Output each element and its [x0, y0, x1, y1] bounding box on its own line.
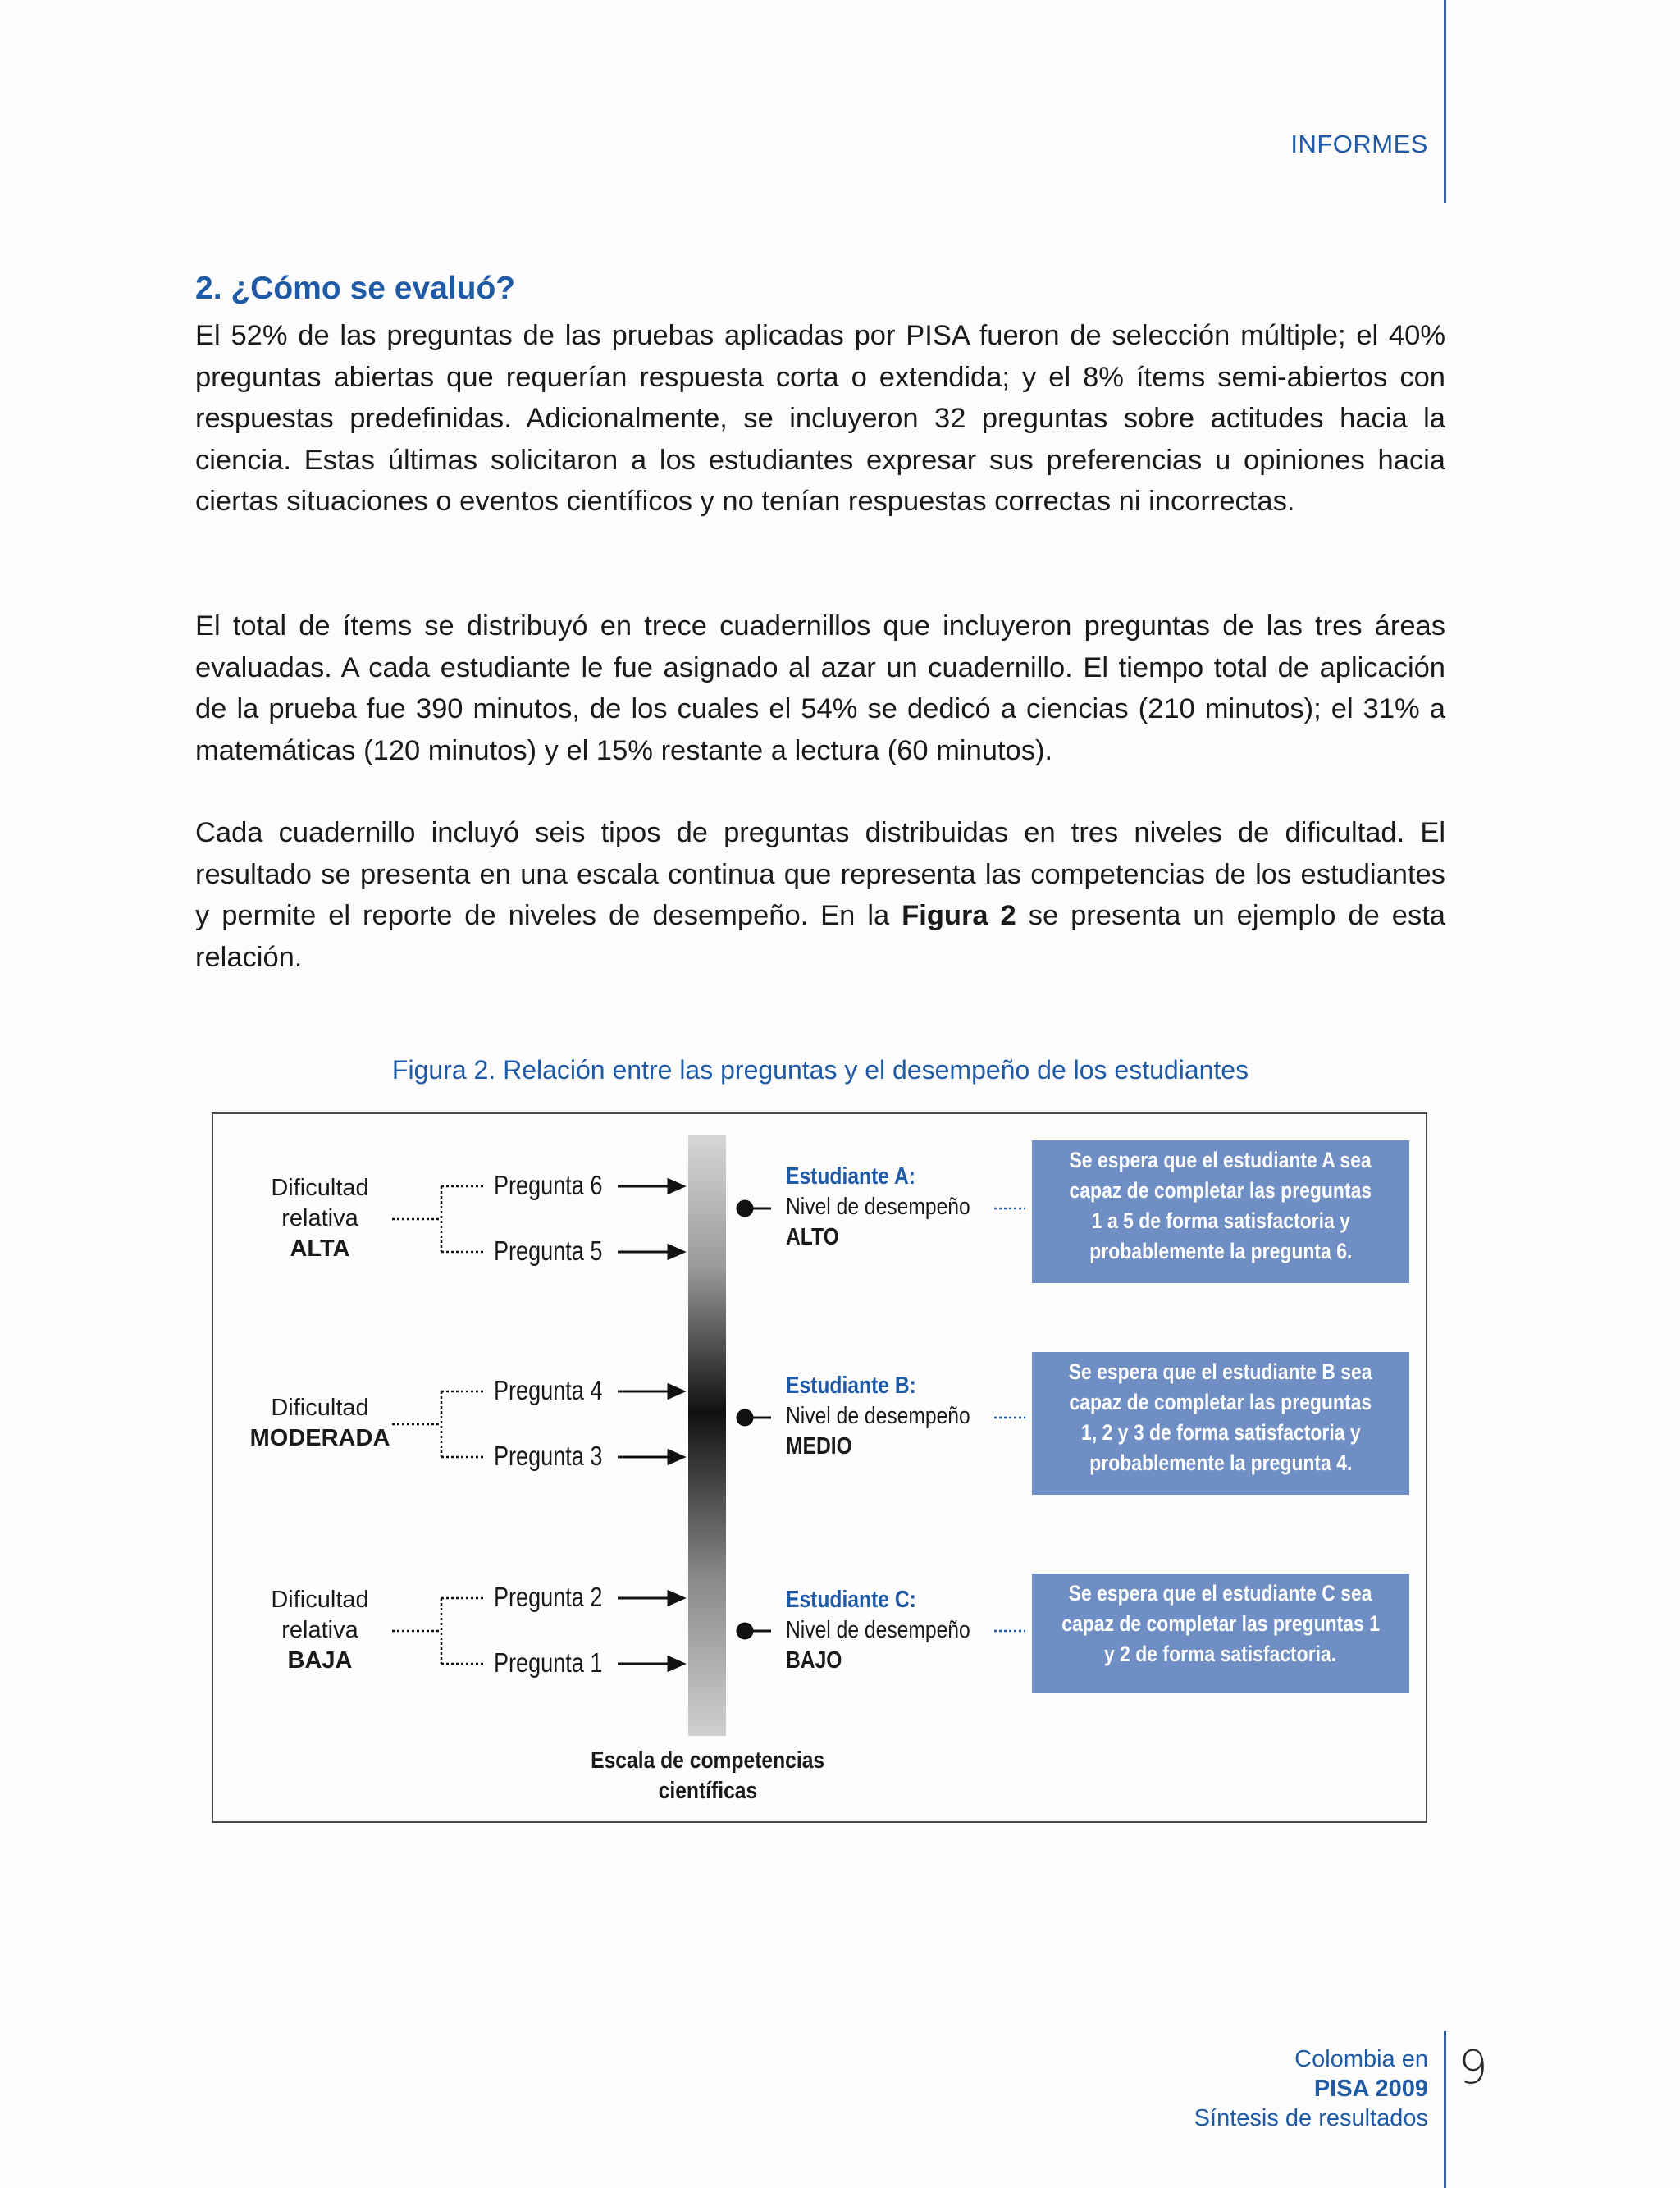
box-b-line3: 1, 2 y 3 de forma satisfactoria y [1080, 1420, 1361, 1445]
student-c [786, 1585, 970, 1676]
box-b-line2: capaz de completar las preguntas [1069, 1390, 1372, 1414]
box-a-line1: Se espera que el estudiante A sea [1069, 1148, 1372, 1172]
student-c-label: Nivel de desempeño [786, 1617, 970, 1643]
scale-label-line2: científicas [658, 1778, 758, 1804]
difficulty-baja-line1: Dificultad [271, 1587, 369, 1613]
box-c-line2: capaz de completar las preguntas 1 [1061, 1611, 1380, 1636]
student-box-connectors [994, 1208, 1025, 1631]
student-b-level: MEDIO [786, 1433, 852, 1459]
student-b-name: Estudiante B: [786, 1373, 916, 1399]
question-2: Pregunta 2 [494, 1582, 603, 1612]
footer-edition: PISA 2009 [1313, 2076, 1428, 2102]
student-a-level: ALTO [786, 1224, 839, 1250]
question-4: Pregunta 4 [494, 1375, 603, 1405]
paragraph-2: El total de ítems se distribuyó en trece cuadernillos que incluyeron preguntas de las tres áreas evaluadas. A cada estudiante le fue asignado al azar un cuadernillo. El tiempo total de aplicación de la prueba fue 390 minutos, de los cuales el 54% se dedicó a ciencias (210 minutos); el 31% a matemáticas (120 minutos) y el 15% restante a lectura (60 minutos). [195, 610, 1445, 766]
question-5: Pregunta 5 [494, 1236, 603, 1266]
footer-country: Colombia en [1294, 2046, 1428, 2072]
question-3: Pregunta 3 [494, 1441, 603, 1471]
bracket-alta-arms [441, 1186, 486, 1252]
header-divider [1444, 0, 1446, 203]
difficulty-alta-line2: relativa [281, 1205, 358, 1231]
box-c-line3: y 2 de forma satisfactoria. [1104, 1642, 1337, 1666]
student-c-level: BAJO [786, 1647, 842, 1674]
box-c-line1: Se espera que el estudiante C sea [1069, 1581, 1372, 1606]
difficulty-alta-level: ALTA [290, 1236, 350, 1262]
difficulty-alta-line1: Dificultad [271, 1175, 369, 1201]
question-1: Pregunta 1 [494, 1647, 603, 1678]
difficulty-baja-line2: relativa [281, 1617, 358, 1643]
paragraph-1: El 52% de las preguntas de las pruebas aplicadas por PISA fueron de selección múltiple; el 40% preguntas abiertas que requerían respuesta corta o extendida; y el 8% ítems semi-abiertos con respuestas predefinidas. Adicionalmente, se incluyeron 32 preguntas sobre actitudes hacia la ciencia. Estas últimas solicitaron a los estudiantes expresar sus preferencias u opiniones hacia ciertas situaciones o eventos científicos y no tenían respuestas correctas ni incorrectas. [195, 320, 1445, 517]
box-b-line4: probablemente la pregunta 4. [1089, 1450, 1353, 1475]
bracket-baja-arms [441, 1598, 486, 1664]
question-6: Pregunta 6 [494, 1170, 603, 1200]
bracket-moderada-arms [441, 1391, 486, 1457]
box-a-line2: capaz de completar las preguntas [1069, 1178, 1372, 1203]
paragraph-3-text-a: Cada cuadernillo incluyó seis tipos de preguntas distribuidas en tres niveles de dificultad. El resultado se presenta en una escala continua que representa las competencias de los estudiantes y permite el reporte de niveles de desempeño. En la [195, 817, 1445, 931]
difficulty-moderada-level: MODERADA [249, 1425, 390, 1451]
section-tag: INFORMES [1290, 130, 1428, 158]
box-b-line1: Se espera que el estudiante B sea [1069, 1359, 1372, 1384]
figure-2 [212, 1112, 1427, 1823]
competence-scale-bar [688, 1135, 726, 1736]
competence-scale-label [564, 1746, 851, 1807]
student-b [786, 1371, 970, 1462]
student-b-label: Nivel de desempeño [786, 1403, 970, 1429]
section-heading: 2. ¿Cómo se evaluó? [195, 271, 516, 306]
scale-label-line1: Escala de competencias [591, 1747, 825, 1774]
expectation-box-a [1032, 1140, 1409, 1283]
box-a-line3: 1 a 5 de forma satisfactoria y [1091, 1208, 1350, 1233]
box-a-line4: probablemente la pregunta 6. [1089, 1239, 1353, 1263]
paragraph-3-text-b: se presenta un ejemplo de esta relación. [195, 900, 1445, 973]
figure-caption: Figura 2. Relación entre las preguntas y el desempeño de los estudiantes [391, 1055, 1249, 1085]
footer-divider [1444, 2031, 1446, 2188]
student-a-name: Estudiante A: [786, 1163, 915, 1190]
footer-subtitle: Síntesis de resultados [1194, 2105, 1428, 2131]
expectation-box-c [1032, 1574, 1409, 1693]
expectation-box-b [1032, 1352, 1409, 1495]
figure-reference: Figura 2 [902, 900, 1016, 931]
difficulty-moderada-line1: Dificultad [271, 1395, 369, 1421]
page-number: 9 [1459, 2041, 1488, 2094]
difficulty-moderada [230, 1393, 410, 1454]
difficulty-alta [230, 1173, 410, 1264]
student-a-label: Nivel de desempeño [786, 1194, 970, 1220]
student-a [786, 1162, 970, 1253]
difficulty-baja-level: BAJA [287, 1647, 353, 1674]
difficulty-baja [230, 1585, 410, 1676]
student-c-name: Estudiante C: [786, 1587, 916, 1613]
paragraph-3 [195, 812, 1445, 978]
